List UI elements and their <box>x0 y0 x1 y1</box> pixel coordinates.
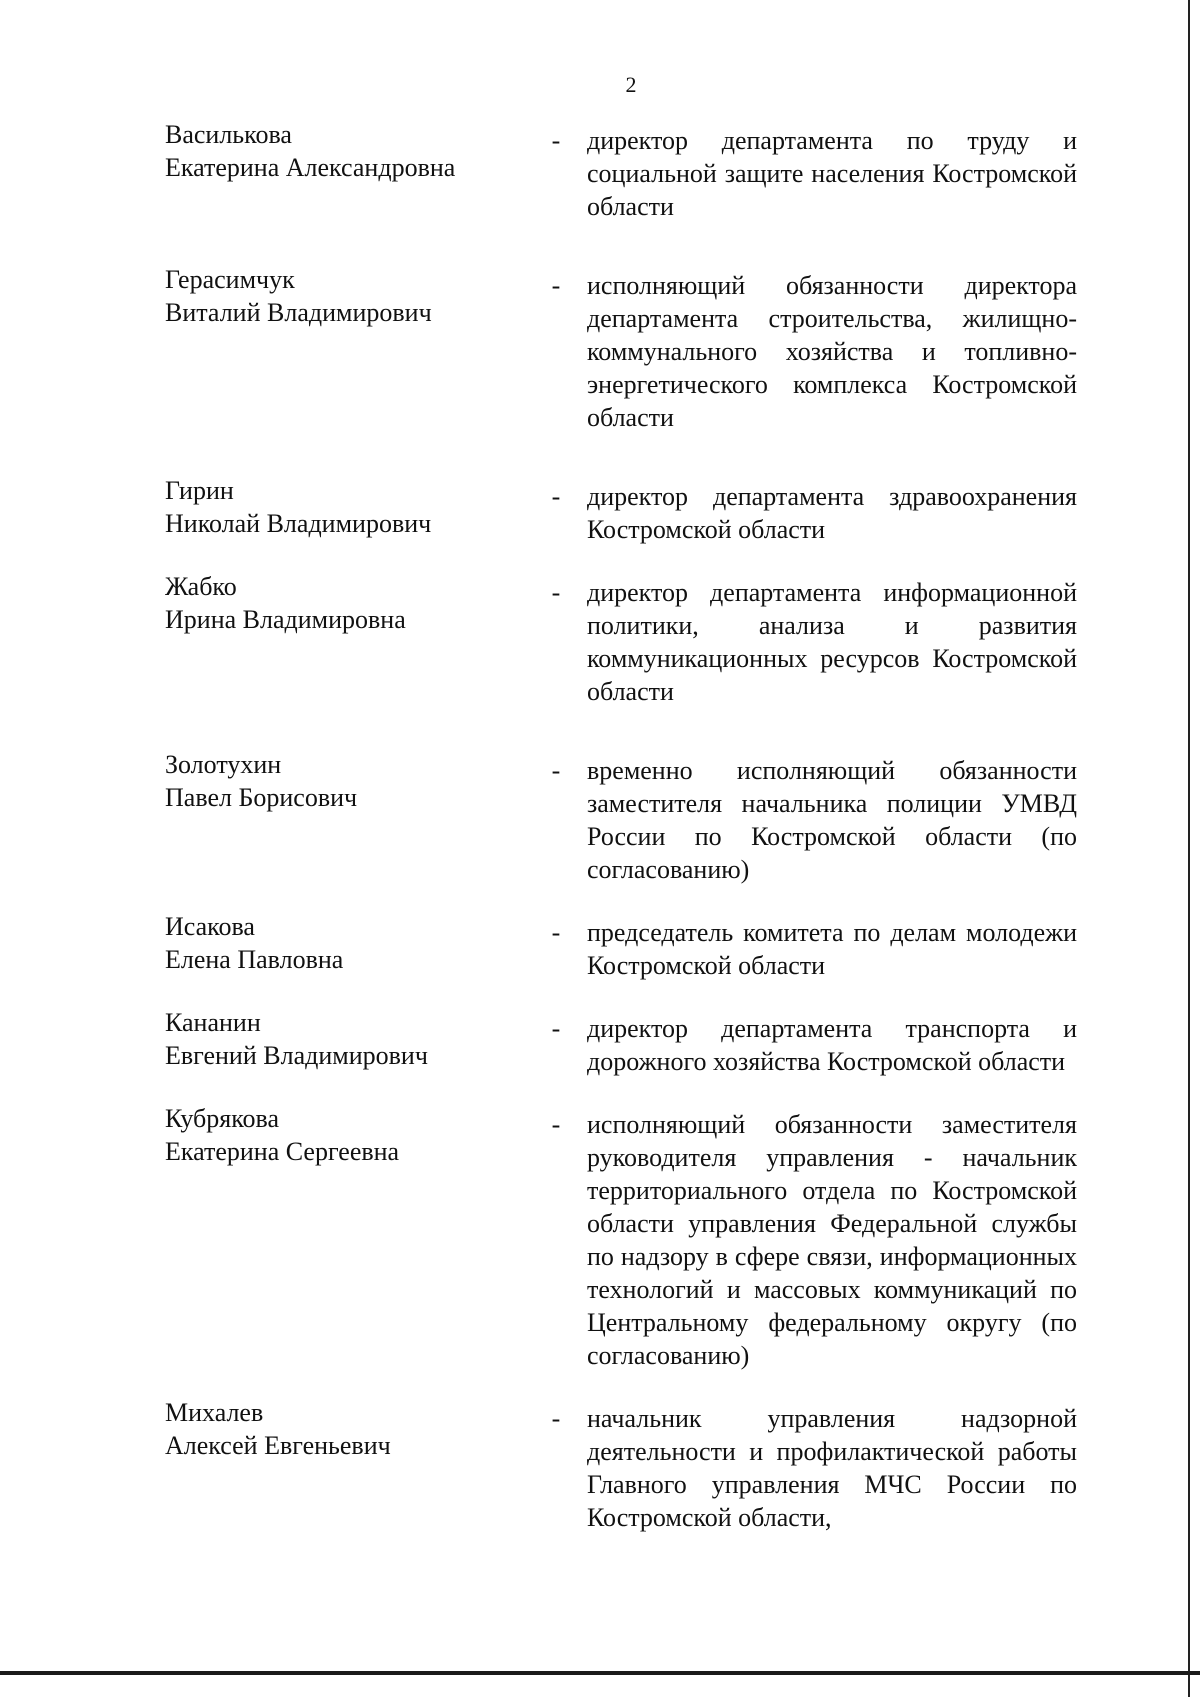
position-text: исполняющий обязанности директора департамента строительства, жилищно-коммунального хозяйства и топливно-энергетического комплекса Костромской области <box>587 271 1077 432</box>
position-text: начальник управления надзорной деятельности и профилактической работы Главного управления МЧС России по Костромской области, <box>587 1404 1077 1532</box>
position-text: директор департамента информационной политики, анализа и развития коммуникационных ресурсов Костромской области <box>587 578 1077 706</box>
list-entry <box>165 1396 1077 1534</box>
person-name <box>165 118 525 184</box>
given-names: Евгений Владимирович <box>165 1041 428 1070</box>
list-entry <box>165 1006 1077 1078</box>
person-name <box>165 748 525 814</box>
dash-separator: - <box>551 1014 561 1043</box>
dash-separator: - <box>551 578 561 607</box>
given-names: Ирина Владимировна <box>165 605 406 634</box>
surname: Жабко <box>165 572 237 601</box>
dash-separator: - <box>551 1110 561 1139</box>
list-entry <box>165 118 1077 223</box>
surname: Гирин <box>165 476 234 505</box>
scan-bottom-edge <box>0 1671 1200 1675</box>
position-text: председатель комитета по делам молодежи Костромской области <box>587 918 1077 980</box>
position-text: директор департамента здравоохранения Костромской области <box>587 482 1077 544</box>
surname: Михалев <box>165 1398 264 1427</box>
list-entry <box>165 748 1077 886</box>
position-text: директор департамента по труду и социальной защите населения Костромской области <box>587 126 1077 221</box>
surname: Исакова <box>165 912 255 941</box>
member-list <box>165 118 1077 1534</box>
person-name <box>165 1396 525 1462</box>
person-name <box>165 570 525 636</box>
position-text: временно исполняющий обязанности заместителя начальника полиции УМВД России по Костромской области (по согласованию) <box>587 756 1077 884</box>
scan-right-edge <box>1188 0 1190 1697</box>
given-names: Виталий Владимирович <box>165 298 432 327</box>
list-entry <box>165 474 1077 546</box>
given-names: Екатерина Сергеевна <box>165 1137 400 1166</box>
given-names: Екатерина Александровна <box>165 153 456 182</box>
list-entry <box>165 570 1077 708</box>
given-names: Николай Владимирович <box>165 509 432 538</box>
given-names: Павел Борисович <box>165 783 358 812</box>
dash-separator: - <box>551 756 561 785</box>
given-names: Алексей Евгеньевич <box>165 1431 391 1460</box>
page-number: 2 <box>625 72 637 97</box>
person-name <box>165 474 525 540</box>
position-text: директор департамента транспорта и дорожного хозяйства Костромской области <box>587 1014 1077 1076</box>
person-name <box>165 1006 525 1072</box>
dash-separator: - <box>551 126 561 155</box>
surname: Василькова <box>165 120 292 149</box>
person-name <box>165 910 525 976</box>
person-name <box>165 1102 525 1168</box>
surname: Золотухин <box>165 750 282 779</box>
surname: Кананин <box>165 1008 261 1037</box>
person-name <box>165 263 525 329</box>
position-text: исполняющий обязанности заместителя руководителя управления - начальник территориального отдела по Костромской области управления Федеральной службы по надзору в сфере связи, информационных технологий и массовых коммуникаций по Центральному федеральному округу (по согласованию) <box>587 1110 1077 1370</box>
list-entry <box>165 910 1077 982</box>
surname: Герасимчук <box>165 265 295 294</box>
dash-separator: - <box>551 482 561 511</box>
surname: Кубрякова <box>165 1104 280 1133</box>
list-entry <box>165 1102 1077 1372</box>
dash-separator: - <box>551 271 561 300</box>
dash-separator: - <box>551 918 561 947</box>
list-entry <box>165 263 1077 434</box>
given-names: Елена Павловна <box>165 945 344 974</box>
dash-separator: - <box>551 1404 561 1433</box>
